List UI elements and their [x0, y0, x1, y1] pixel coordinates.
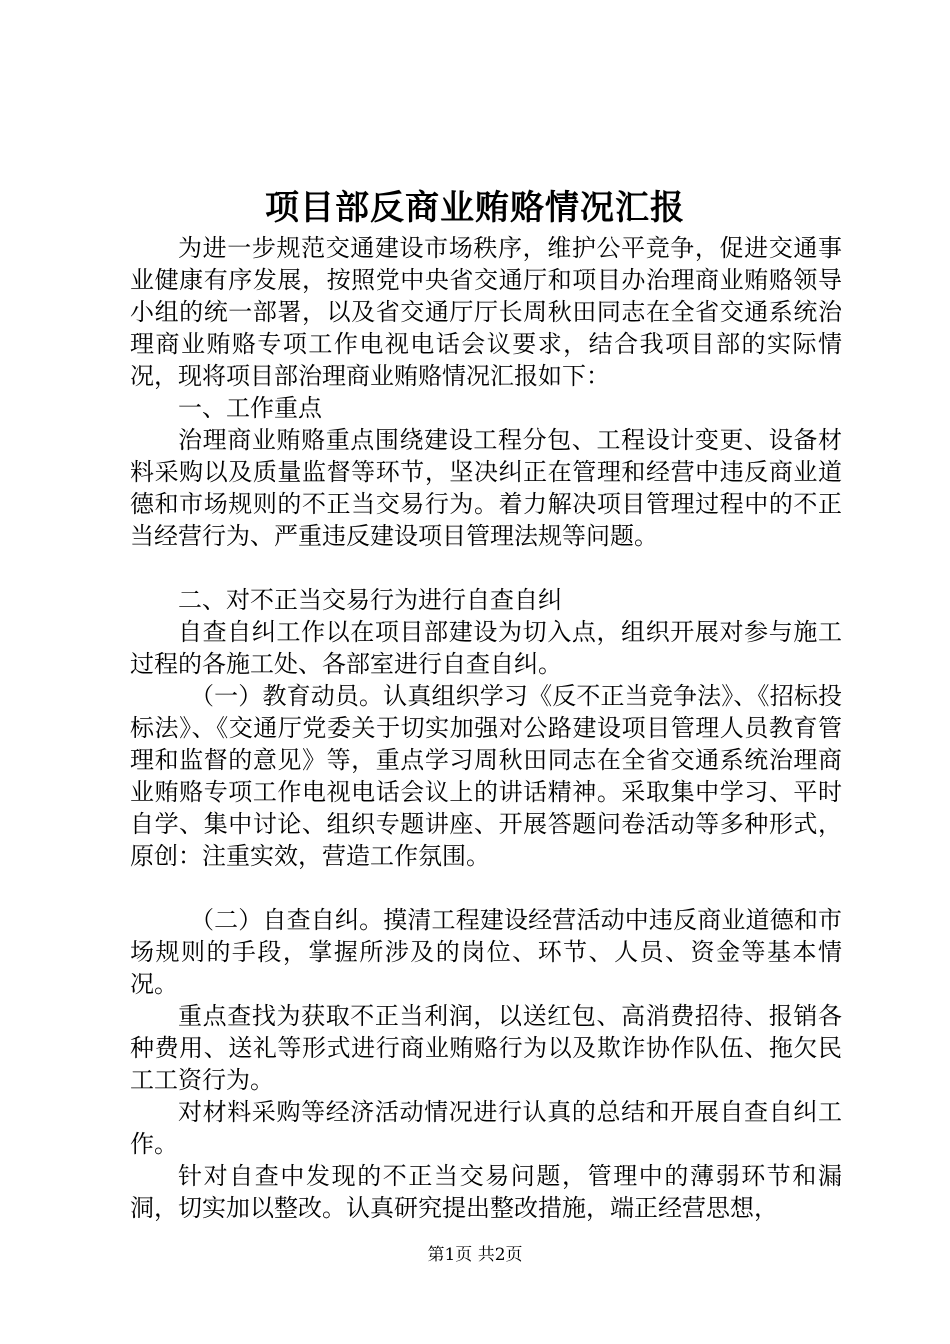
paragraph-education: （一）教育动员。认真组织学习《反不正当竞争法》、《招标投标法》、《交通厅党委关于切实加强对公路建设项目管理人员教育管理和监督的意见》等，重点学习周秋田同志在全省交通系统治理商业贿赂专项工作电视电话会议上的讲话精神。采取集中学习、平时自学、集中讨论、组织专题讲座、开展答题问卷活动等多种形式，原创：注重实效，营造工作氛围。 — [130, 682, 842, 870]
paragraph-procurement: 对材料采购等经济活动情况进行认真的总结和开展自查自纠工作。 — [130, 1098, 842, 1158]
paragraph-focus: 治理商业贿赂重点围绕建设工程分包、工程设计变更、设备材料采购以及质量监督等环节，坚决纠正在管理和经营中违反商业道德和市场规则的不正当交易行为。着力解决项目管理过程中的不正当经营行为、严重违反建设项目管理法规等问题。 — [130, 426, 842, 550]
paragraph-key-checks: 重点查找为获取不正当利润，以送红包、高消费招待、报销各种费用、送礼等形式进行商业贿赂行为以及欺诈协作队伍、拖欠民工工资行为。 — [130, 1002, 842, 1094]
document-body — [130, 232, 842, 1224]
paragraph-intro: 为进一步规范交通建设市场秩序，维护公平竞争，促进交通事业健康有序发展，按照党中央省交通厅和项目办治理商业贿赂领导小组的统一部署，以及省交通厅厅长周秋田同志在全省交通系统治理商业贿赂专项工作电视电话会议要求，结合我项目部的实际情况，现将项目部治理商业贿赂情况汇报如下： — [130, 234, 842, 390]
section-heading-2: 二、对不正当交易行为进行自查自纠 — [178, 586, 562, 614]
document-title: 项目部反商业贿赂情况汇报 — [265, 188, 685, 228]
paragraph-rectification: 针对自查中发现的不正当交易问题，管理中的薄弱环节和漏洞，切实加以整改。认真研究提出整改措施，端正经营思想， — [130, 1162, 842, 1222]
paragraph-self-correction: （二）自查自纠。摸清工程建设经营活动中违反商业道德和市场规则的手段，掌握所涉及的岗位、环节、人员、资金等基本情况。 — [130, 906, 842, 998]
section-heading-1: 一、工作重点 — [178, 394, 322, 422]
paragraph-self-check: 自查自纠工作以在项目部建设为切入点，组织开展对参与施工过程的各施工处、各部室进行自查自纠。 — [130, 618, 842, 678]
page-number: 第1页 共2页 — [427, 1245, 523, 1265]
